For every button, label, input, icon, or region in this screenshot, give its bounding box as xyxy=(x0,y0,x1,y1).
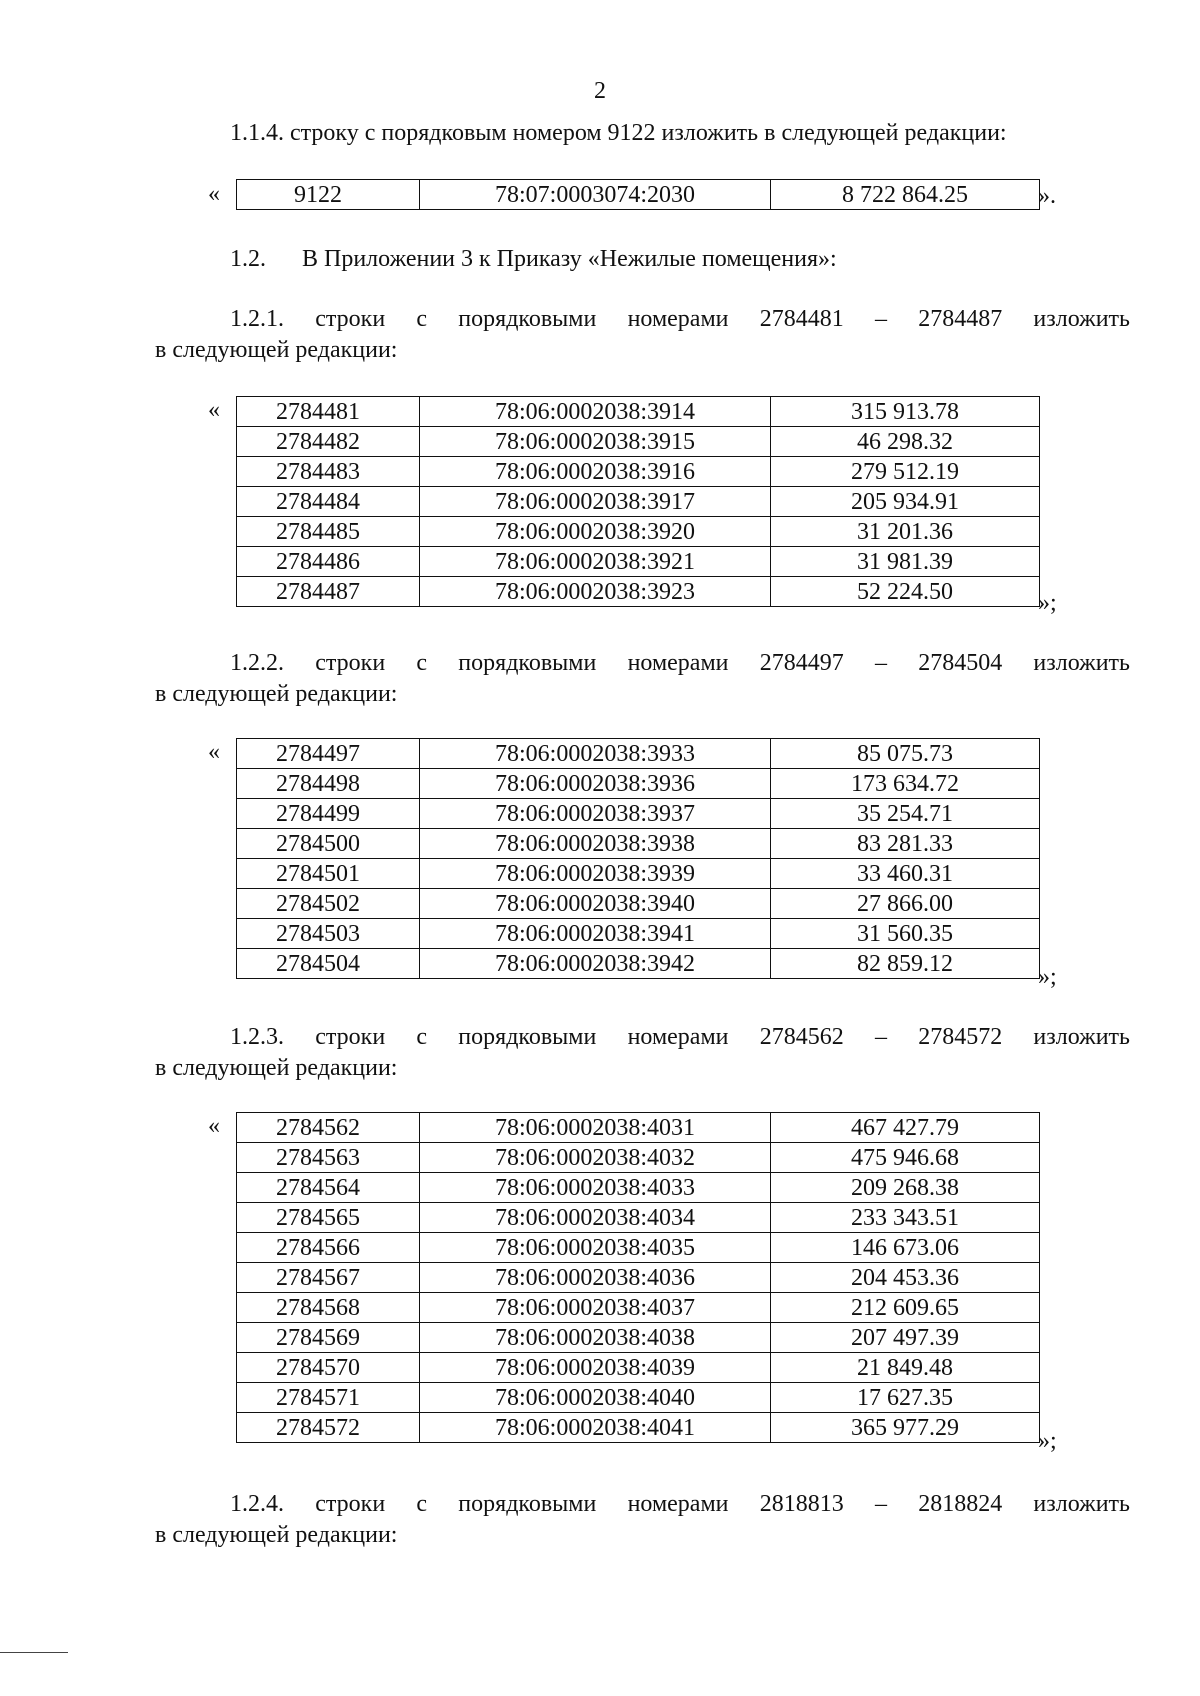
value-cell: 27 866.00 xyxy=(771,889,1040,919)
table-row xyxy=(237,739,1040,769)
row-number-cell: 2784562 xyxy=(237,1113,420,1143)
paragraph-1-2-3-continuation: в следующей редакции: xyxy=(155,1055,398,1081)
table-row xyxy=(237,1173,1040,1203)
table-row xyxy=(237,799,1040,829)
cadastral-number-cell: 78:06:0002038:3915 xyxy=(420,427,771,457)
cadastral-number-cell: 78:06:0002038:4034 xyxy=(420,1203,771,1233)
row-number-cell: 2784487 xyxy=(237,577,420,607)
table-row xyxy=(237,397,1040,427)
table-row xyxy=(237,457,1040,487)
cadastral-number-cell: 78:06:0002038:3917 xyxy=(420,487,771,517)
row-number-cell: 2784499 xyxy=(237,799,420,829)
row-number-cell: 2784483 xyxy=(237,457,420,487)
value-cell: 17 627.35 xyxy=(771,1383,1040,1413)
paragraph-1-2-1-continuation: в следующей редакции: xyxy=(155,337,398,363)
paragraph-1-1-4: 1.1.4. строку с порядковым номером 9122 изложить в следующей редакции: xyxy=(230,120,1007,146)
row-number-cell: 2784502 xyxy=(237,889,420,919)
close-quote: »; xyxy=(1038,590,1057,616)
value-cell: 475 946.68 xyxy=(771,1143,1040,1173)
cadastral-number-cell: 78:06:0002038:4038 xyxy=(420,1323,771,1353)
table-row xyxy=(237,859,1040,889)
row-number-cell: 2784482 xyxy=(237,427,420,457)
cadastral-number-cell: 78:06:0002038:3937 xyxy=(420,799,771,829)
table-1-1-4 xyxy=(236,179,1040,210)
open-quote: « xyxy=(208,181,220,207)
table-row xyxy=(237,1233,1040,1263)
table-row xyxy=(237,919,1040,949)
footer-rule xyxy=(0,1652,68,1653)
row-number-cell: 2784481 xyxy=(237,397,420,427)
table-row xyxy=(237,427,1040,457)
paragraph-1-2-2: 1.2.2. строки с порядковыми номерами 2784497 – 2784504 изложить xyxy=(230,650,1130,676)
value-cell: 31 981.39 xyxy=(771,547,1040,577)
close-quote: »; xyxy=(1038,1428,1057,1454)
row-number-cell: 2784484 xyxy=(237,487,420,517)
paragraph-1-2-number: 1.2. xyxy=(230,246,266,272)
row-number-cell: 2784498 xyxy=(237,769,420,799)
table-1-2-2 xyxy=(236,738,1040,979)
cadastral-number-cell: 78:06:0002038:4031 xyxy=(420,1113,771,1143)
cadastral-number-cell: 78:06:0002038:4041 xyxy=(420,1413,771,1443)
table-row xyxy=(237,829,1040,859)
table-row xyxy=(237,1143,1040,1173)
cadastral-number-cell: 78:06:0002038:3939 xyxy=(420,859,771,889)
cadastral-number-cell: 78:06:0002038:3941 xyxy=(420,919,771,949)
row-number-cell: 2784566 xyxy=(237,1233,420,1263)
row-number-cell: 2784572 xyxy=(237,1413,420,1443)
cadastral-number-cell: 78:06:0002038:3933 xyxy=(420,739,771,769)
value-cell: 33 460.31 xyxy=(771,859,1040,889)
table-row xyxy=(237,1323,1040,1353)
table-row xyxy=(237,180,1040,210)
table-row xyxy=(237,577,1040,607)
table-row xyxy=(237,889,1040,919)
value-cell: 173 634.72 xyxy=(771,769,1040,799)
row-number-cell: 2784501 xyxy=(237,859,420,889)
paragraph-1-2-1: 1.2.1. строки с порядковыми номерами 2784481 – 2784487 изложить xyxy=(230,306,1130,332)
value-cell: 52 224.50 xyxy=(771,577,1040,607)
cadastral-number-cell: 78:06:0002038:3920 xyxy=(420,517,771,547)
row-number-cell: 2784504 xyxy=(237,949,420,979)
paragraph-1-2-2-continuation: в следующей редакции: xyxy=(155,681,398,707)
open-quote: « xyxy=(208,1113,220,1139)
row-number-cell: 2784503 xyxy=(237,919,420,949)
row-number-cell: 2784569 xyxy=(237,1323,420,1353)
value-cell: 233 343.51 xyxy=(771,1203,1040,1233)
value-cell: 207 497.39 xyxy=(771,1323,1040,1353)
cadastral-number-cell: 78:06:0002038:3923 xyxy=(420,577,771,607)
open-quote: « xyxy=(208,739,220,765)
cadastral-number-cell: 78:06:0002038:3942 xyxy=(420,949,771,979)
cadastral-number-cell: 78:06:0002038:3921 xyxy=(420,547,771,577)
cadastral-number-cell: 78:06:0002038:3914 xyxy=(420,397,771,427)
value-cell: 83 281.33 xyxy=(771,829,1040,859)
table-row xyxy=(237,1413,1040,1443)
value-cell: 35 254.71 xyxy=(771,799,1040,829)
row-number-cell: 2784485 xyxy=(237,517,420,547)
cadastral-number-cell: 78:06:0002038:3936 xyxy=(420,769,771,799)
paragraph-1-2-3: 1.2.3. строки с порядковыми номерами 2784562 – 2784572 изложить xyxy=(230,1024,1130,1050)
paragraph-1-2-4: 1.2.4. строки с порядковыми номерами 2818813 – 2818824 изложить xyxy=(230,1491,1130,1517)
row-number-cell: 9122 xyxy=(237,180,420,210)
table-row xyxy=(237,517,1040,547)
value-cell: 365 977.29 xyxy=(771,1413,1040,1443)
cadastral-number-cell: 78:06:0002038:4036 xyxy=(420,1263,771,1293)
cadastral-number-cell: 78:07:0003074:2030 xyxy=(420,180,771,210)
cadastral-number-cell: 78:06:0002038:4033 xyxy=(420,1173,771,1203)
table-row xyxy=(237,547,1040,577)
cadastral-number-cell: 78:06:0002038:3916 xyxy=(420,457,771,487)
cadastral-number-cell: 78:06:0002038:4032 xyxy=(420,1143,771,1173)
value-cell: 467 427.79 xyxy=(771,1113,1040,1143)
value-cell: 146 673.06 xyxy=(771,1233,1040,1263)
row-number-cell: 2784565 xyxy=(237,1203,420,1233)
value-cell: 8 722 864.25 xyxy=(771,180,1040,210)
cadastral-number-cell: 78:06:0002038:4037 xyxy=(420,1293,771,1323)
paragraph-1-2-text: В Приложении 3 к Приказу «Нежилые помещения»: xyxy=(302,246,837,272)
value-cell: 204 453.36 xyxy=(771,1263,1040,1293)
table-row xyxy=(237,1113,1040,1143)
page-number: 2 xyxy=(594,78,606,104)
value-cell: 212 609.65 xyxy=(771,1293,1040,1323)
cadastral-number-cell: 78:06:0002038:3938 xyxy=(420,829,771,859)
row-number-cell: 2784571 xyxy=(237,1383,420,1413)
close-quote: ». xyxy=(1038,183,1056,209)
close-quote: »; xyxy=(1038,964,1057,990)
table-row xyxy=(237,1293,1040,1323)
row-number-cell: 2784500 xyxy=(237,829,420,859)
cadastral-number-cell: 78:06:0002038:4039 xyxy=(420,1353,771,1383)
value-cell: 205 934.91 xyxy=(771,487,1040,517)
table-1-2-3 xyxy=(236,1112,1040,1443)
table-row xyxy=(237,487,1040,517)
paragraph-1-2-4-continuation: в следующей редакции: xyxy=(155,1522,398,1548)
value-cell: 46 298.32 xyxy=(771,427,1040,457)
table-row xyxy=(237,1383,1040,1413)
row-number-cell: 2784567 xyxy=(237,1263,420,1293)
cadastral-number-cell: 78:06:0002038:4035 xyxy=(420,1233,771,1263)
open-quote: « xyxy=(208,397,220,423)
row-number-cell: 2784570 xyxy=(237,1353,420,1383)
row-number-cell: 2784497 xyxy=(237,739,420,769)
value-cell: 31 560.35 xyxy=(771,919,1040,949)
value-cell: 209 268.38 xyxy=(771,1173,1040,1203)
table-row xyxy=(237,949,1040,979)
table-row xyxy=(237,1353,1040,1383)
table-1-2-1 xyxy=(236,396,1040,607)
table-row xyxy=(237,1203,1040,1233)
value-cell: 279 512.19 xyxy=(771,457,1040,487)
cadastral-number-cell: 78:06:0002038:3940 xyxy=(420,889,771,919)
row-number-cell: 2784563 xyxy=(237,1143,420,1173)
value-cell: 82 859.12 xyxy=(771,949,1040,979)
value-cell: 21 849.48 xyxy=(771,1353,1040,1383)
value-cell: 85 075.73 xyxy=(771,739,1040,769)
cadastral-number-cell: 78:06:0002038:4040 xyxy=(420,1383,771,1413)
row-number-cell: 2784486 xyxy=(237,547,420,577)
row-number-cell: 2784568 xyxy=(237,1293,420,1323)
value-cell: 315 913.78 xyxy=(771,397,1040,427)
value-cell: 31 201.36 xyxy=(771,517,1040,547)
table-row xyxy=(237,769,1040,799)
table-row xyxy=(237,1263,1040,1293)
row-number-cell: 2784564 xyxy=(237,1173,420,1203)
